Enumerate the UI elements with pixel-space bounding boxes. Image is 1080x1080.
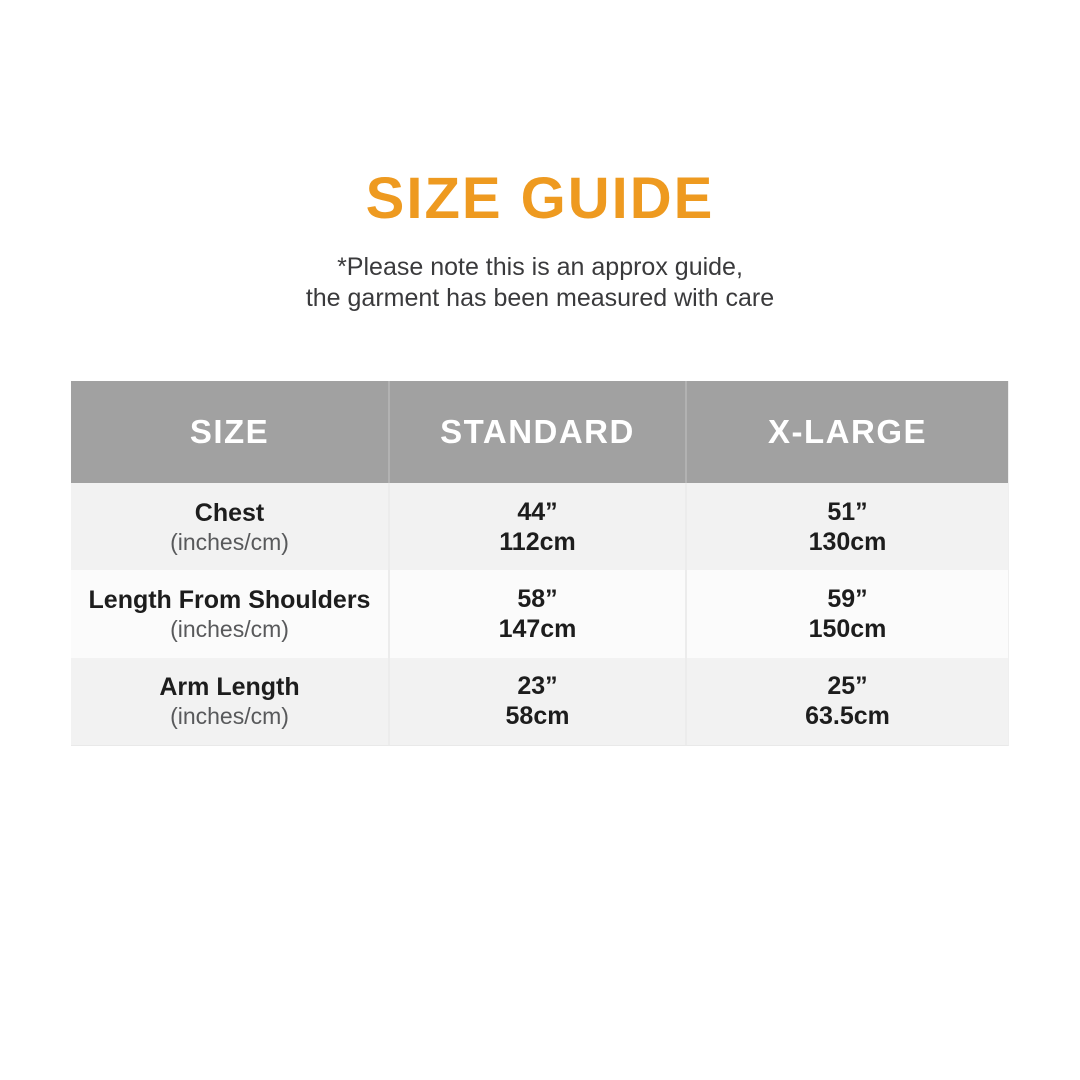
row-sublabel: (inches/cm) (170, 615, 289, 642)
standard-cm: 147cm (498, 614, 577, 643)
xlarge-cm: 130cm (808, 527, 887, 556)
xlarge-value-cell (685, 658, 1008, 745)
standard-inches: 44” (517, 497, 558, 526)
row-label-cell (71, 658, 388, 745)
xlarge-inches: 25” (827, 672, 868, 701)
standard-cm: 112cm (499, 527, 576, 556)
standard-value-cell (388, 483, 685, 570)
standard-inches: 23” (517, 672, 558, 701)
page-title: SIZE GUIDE (365, 166, 715, 231)
row-sublabel: (inches/cm) (170, 528, 289, 555)
xlarge-inches: 51” (827, 497, 868, 526)
xlarge-value-cell (685, 483, 1008, 570)
header-cell-xlarge: X-LARGE (685, 381, 1008, 483)
standard-value-cell (388, 570, 685, 657)
row-label: Arm Length (159, 673, 300, 702)
row-label-cell (71, 483, 388, 570)
approx-note-line-2: the garment has been measured with care (305, 284, 775, 312)
row-label: Chest (194, 498, 265, 527)
standard-value-cell (388, 658, 685, 745)
standard-inches: 58” (517, 584, 558, 613)
xlarge-cm: 63.5cm (805, 702, 890, 731)
header-cell-standard: STANDARD (388, 381, 685, 483)
approx-note-line-1: *Please note this is an approx guide, (337, 253, 743, 281)
xlarge-cm: 150cm (808, 614, 887, 643)
xlarge-value-cell (685, 570, 1008, 657)
header-cell-size: SIZE (71, 381, 388, 483)
size-table (71, 381, 1009, 746)
row-label: Length From Shoulders (88, 585, 371, 614)
approx-note (0, 252, 1080, 314)
standard-cm: 58cm (505, 702, 570, 731)
row-sublabel: (inches/cm) (170, 703, 289, 730)
row-label-cell (71, 570, 388, 657)
xlarge-inches: 59” (827, 584, 868, 613)
